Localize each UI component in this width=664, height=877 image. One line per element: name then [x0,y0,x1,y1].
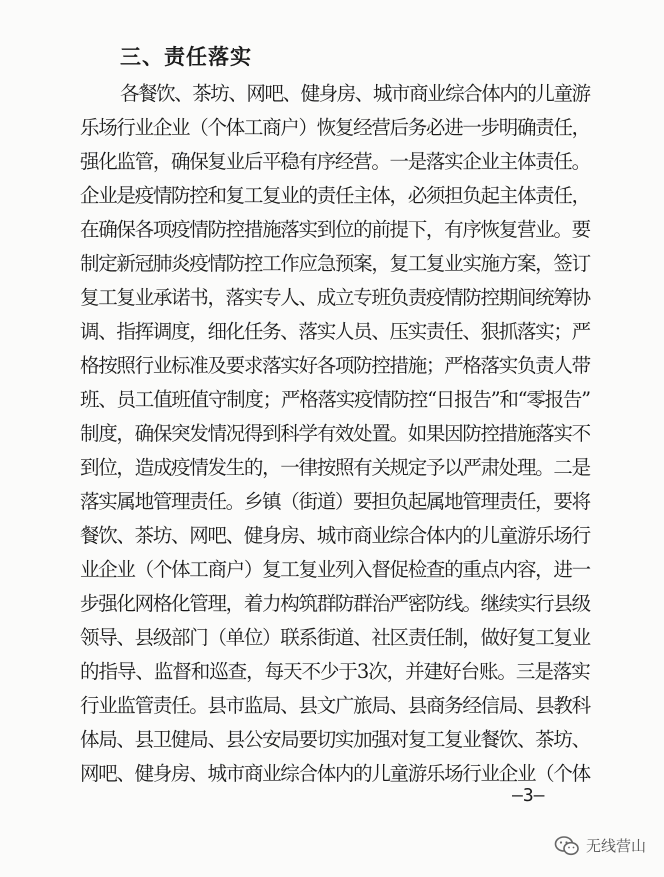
text-line: 制定新冠肺炎疫情防控工作应急预案，复工复业实施方案，签订 [80,252,590,275]
text-line: 的指导、监督和巡查，每天不少于3次，并建好台账。三是落实 [80,660,590,683]
text-line: 业企业（个体工商户）复工复业列入督促检查的重点内容，进一 [80,558,590,581]
text-line: 企业是疫情防控和复工复业的责任主体，必须担负起主体责任， [80,184,590,207]
text-line: 网吧、健身房、城市商业综合体内的儿童游乐场行业企业（个体 [80,762,590,785]
text-line: 复工复业承诺书，落实专人、成立专班负责疫情防控期间统筹协 [80,286,590,309]
text-line: 各餐饮、茶坊、网吧、健身房、城市商业综合体内的儿童游 [120,82,590,105]
text-line: 行业监管责任。县市监局、县文广旅局、县商务经信局、县教科 [80,694,590,717]
text-line: 强化监管，确保复业后平稳有序经营。一是落实企业主体责任。 [80,150,590,173]
text-line: 体局、县卫健局、县公安局要切实加强对复工复业餐饮、茶坊、 [80,728,590,751]
text-line: 领导、县级部门（单位）联系街道、社区责任制，做好复工复业 [80,626,590,649]
text-line: 步强化网格化管理，着力构筑群防群治严密防线。继续实行县级 [80,592,590,615]
page-number: —3— [512,785,545,806]
watermark-text: 无线营山 [585,837,646,855]
text-line: 制度，确保突发情况得到科学有效处置。如果因防控措施落实不 [80,422,590,445]
text-line: 落实属地管理责任。乡镇（街道）要担负起属地管理责任，要将 [80,490,590,513]
text-line: 餐饮、茶坊、网吧、健身房、城市商业综合体内的儿童游乐场行 [80,524,590,547]
text-line: 乐场行业企业（个体工商户）恢复经营后务必进一步明确责任， [80,116,590,139]
text-line: 调、指挥调度，细化任务、落实人员、压实责任、狠抓落实；严 [80,320,590,343]
section-heading: 三、责任落实 [120,44,252,69]
text-line: 班、员工值班值守制度；严格落实疫情防控“日报告”和“零报告” [80,388,590,411]
text-line: 在确保各项疫情防控措施落实到位的前提下，有序恢复营业。要 [80,218,590,241]
text-line: 格按照行业标准及要求落实好各项防控措施；严格落实负责人带 [80,354,590,377]
text-line: 到位，造成疫情发生的，一律按照有关规定予以严肃处理。二是 [80,456,590,479]
wechat-icon [554,835,580,857]
watermark [554,835,646,857]
